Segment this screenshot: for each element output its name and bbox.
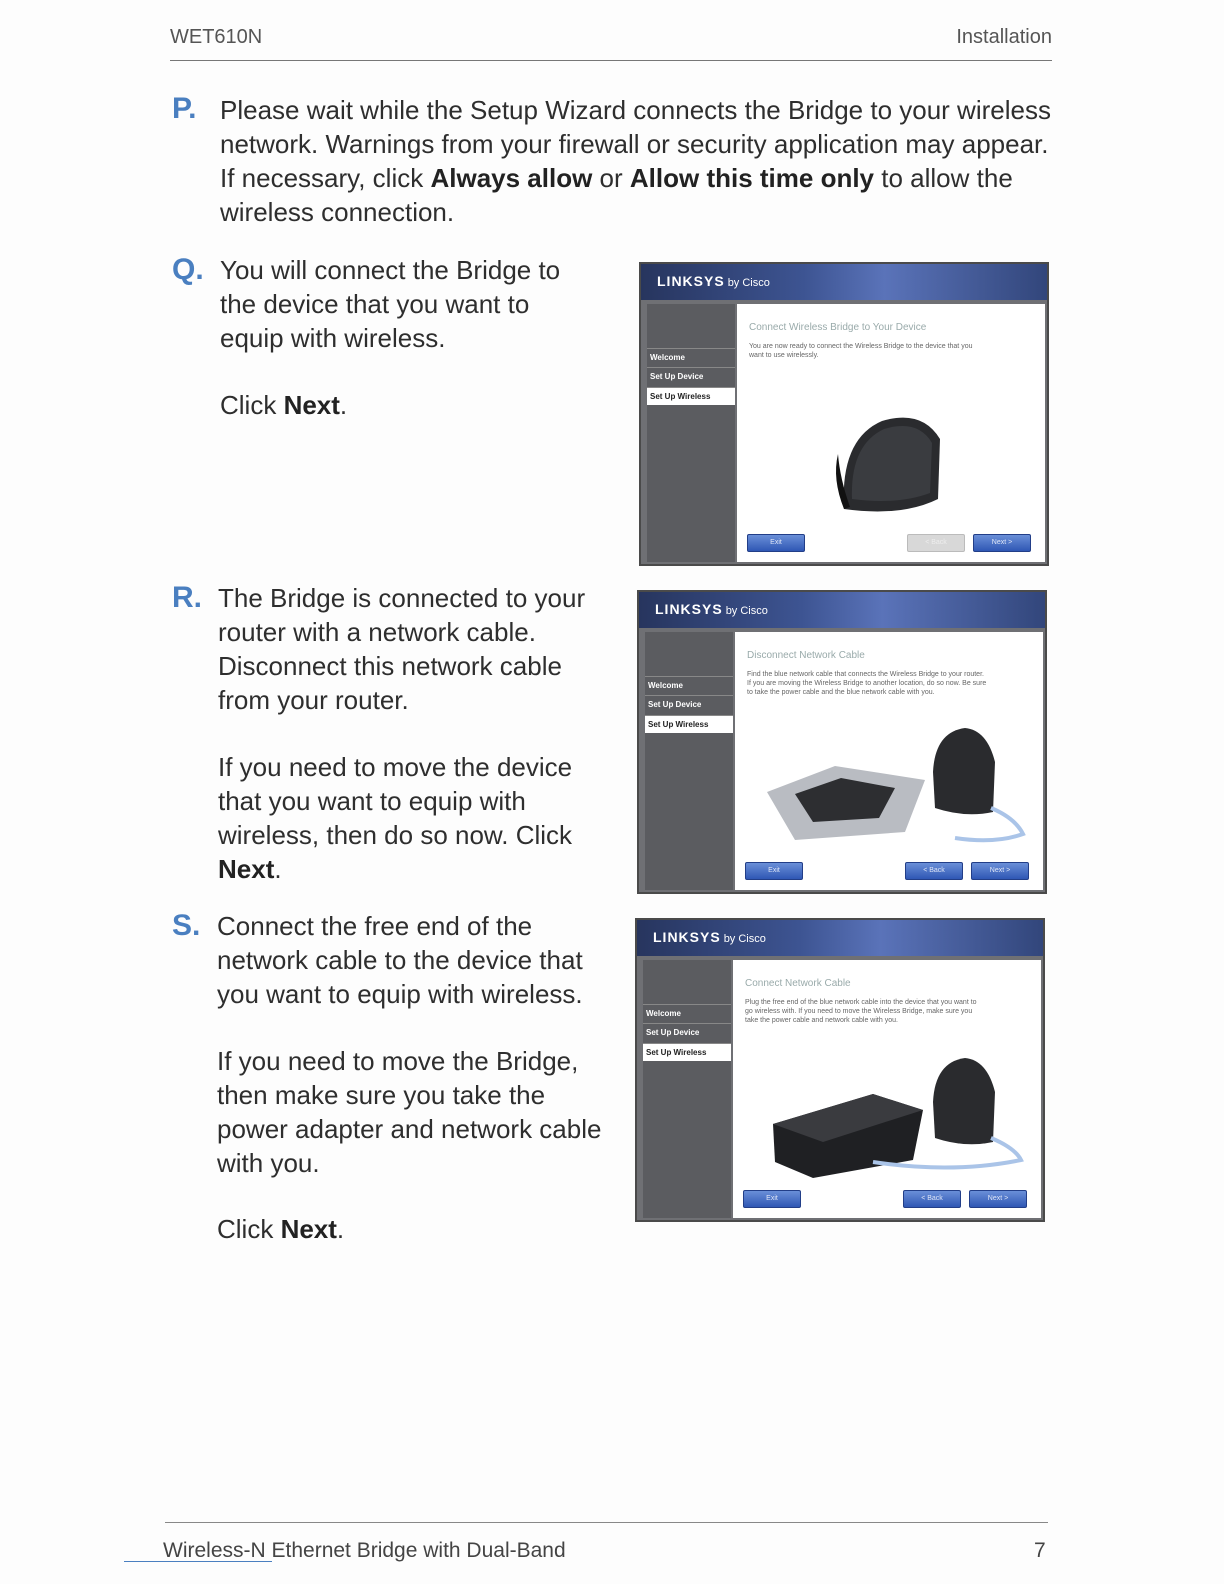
wizard-screenshot-connect-bridge [639,262,1049,566]
exit-button: Exit [747,534,805,552]
footer-page-number: 7 [1034,1539,1046,1562]
step-r-text: The Bridge is connected to your router with a network cable. Disconnect this network cable from your router. [218,583,586,715]
wizard-sidebar [643,960,731,1218]
allow-this-time-only-label: Allow this time only [629,163,875,193]
header-section: Installation [956,26,1052,48]
linksys-banner [641,264,1047,300]
next-button: Next > [971,862,1029,880]
header-rule [170,60,1052,61]
step-q-text: You will connect the Bridge to the device that you want to equip with wireless. [220,255,561,353]
step-letter-q: Q. [172,253,204,286]
router-and-bridge-image [755,722,1035,852]
wizard-title: Disconnect Network Cable [747,650,865,661]
nav-set-up-device: Set Up Device [645,695,733,713]
linksys-banner [637,920,1043,956]
header-doc-title: WET610N [170,26,263,48]
wizard-text: Find the blue network cable that connects the Wireless Bridge to your router. If you are moving the Wireless Bridge to another location, do so now. Be sure to take the power cable and the blue network cable with you. [747,671,987,696]
nav-set-up-wireless: Set Up Wireless [643,1043,731,1061]
wizard-title: Connect Network Cable [745,978,851,989]
step-letter-p: P. [172,92,197,125]
step-letter-r: R. [172,581,202,614]
nav-set-up-wireless: Set Up Wireless [647,387,735,405]
wizard-screenshot-disconnect-cable [637,590,1047,894]
wizard-title: Connect Wireless Bridge to Your Device [749,322,927,333]
wizard-text: Plug the free end of the blue network cable into the device that you want to go wireless with. If you need to move the Wireless Bridge, make sure you take the power cable and network cable with you. [745,999,977,1024]
linksys-logo: LINKSYS by Cisco [657,273,770,289]
nav-welcome: Welcome [647,348,735,366]
wizard-content [733,960,1041,1218]
step-p-text: Please wait while the Setup Wizard connects the Bridge to your wireless network. Warnings from your firewall or security application may appear. If necessary, click Always allow or Allow this time only to allow the wireless connection. [220,95,1051,227]
device-and-bridge-image [753,1050,1033,1180]
nav-welcome: Welcome [643,1004,731,1022]
linksys-banner [639,592,1045,628]
wizard-screenshot-connect-cable [635,918,1045,1222]
nav-set-up-wireless: Set Up Wireless [645,715,733,733]
wizard-text: You are now ready to connect the Wireless Bridge to the device that you want to use wirelessly. [749,343,973,359]
exit-button: Exit [743,1190,801,1208]
step-letter-s: S. [172,909,201,942]
next-button: Next > [973,534,1031,552]
step-q-click: Click Next. [220,390,348,420]
nav-set-up-device: Set Up Device [647,367,735,385]
bridge-device-image [822,399,952,519]
footer-product-name: Wireless-N Ethernet Bridge with Dual-Band [163,1539,566,1562]
linksys-logo: LINKSYS by Cisco [655,601,768,617]
wizard-sidebar [645,632,733,890]
step-s-click: Click Next. [217,1214,345,1244]
wizard-content [737,304,1045,562]
back-button: < Back [907,534,965,552]
nav-set-up-device: Set Up Device [643,1023,731,1041]
back-button: < Back [903,1190,961,1208]
nav-welcome: Welcome [645,676,733,694]
step-s-text: Connect the free end of the network cable to the device that you want to equip with wireless. [217,911,583,1009]
next-button: Next > [969,1190,1027,1208]
wizard-sidebar [647,304,735,562]
step-s-text2: If you need to move the Bridge, then make sure you take the power adapter and network cable with you. [217,1046,602,1178]
footer-rule [165,1522,1048,1523]
step-r-text2: If you need to move the device that you want to equip with wireless, then do so now. Click Next. [218,752,573,884]
linksys-logo: LINKSYS by Cisco [653,929,766,945]
exit-button: Exit [745,862,803,880]
wizard-content [735,632,1043,890]
back-button: < Back [905,862,963,880]
always-allow-label: Always allow [430,163,593,193]
